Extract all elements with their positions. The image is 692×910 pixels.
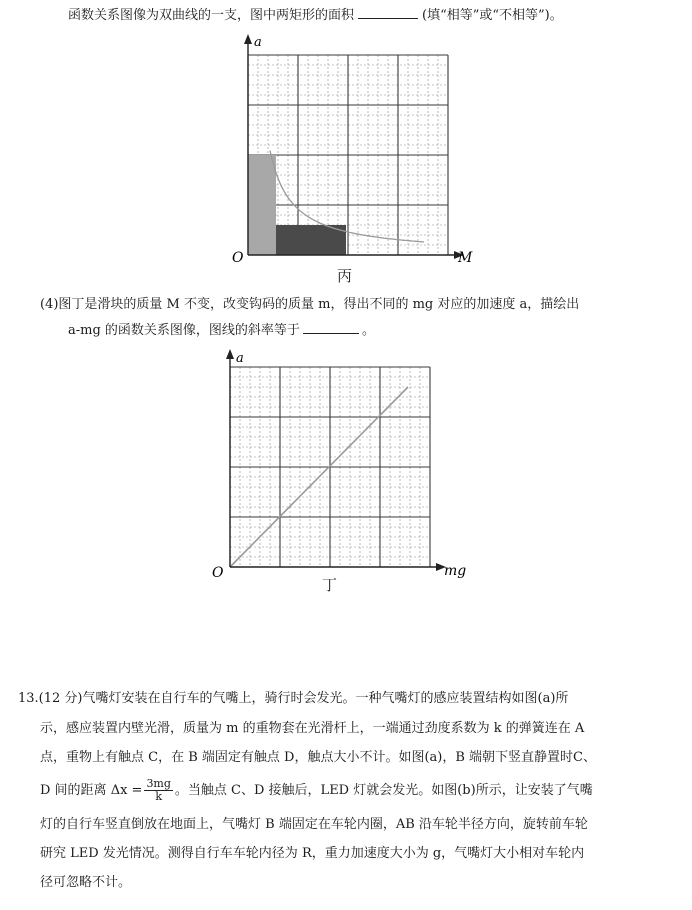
line1-suffix: (填“相等”或“不相等”)。 <box>422 8 563 23</box>
answer-blank-2[interactable] <box>303 321 359 334</box>
y-axis-arrow-icon <box>244 34 252 44</box>
q4-line2-suffix: 。 <box>361 323 375 338</box>
q13-line-1: 13.(12 分)气嘴灯安装在自行车的气嘴上，骑行时会发光。一种气嘴灯的感应装置结构如图(a)所 <box>18 691 569 706</box>
answer-blank-1[interactable] <box>358 6 418 19</box>
q13-line4-suffix: 。当触点 C、D 接触后，LED 灯就会发光。如图(b)所示，让安装了气嘴 <box>174 783 593 798</box>
q13-line-4 <box>40 778 593 803</box>
q13-line-5: 灯的自行车竖直倒放在地面上，气嘴灯 B 端固定在车轮内圈，AB 沿车轮半径方向，旋转前车轮 <box>40 817 588 832</box>
y-axis-arrow-icon <box>226 349 234 359</box>
graph-ding-caption: 丁 <box>322 576 338 594</box>
q13-line4-text: D 间的距离 Δx = <box>40 783 143 798</box>
graph-bing-caption: 丙 <box>337 267 353 285</box>
q13-line-2: 示，感应装置内壁光滑，质量为 m 的重物套在光滑杆上，一端通过劲度系数为 k 的弹簧连在 A <box>40 721 585 736</box>
fraction-numerator: 3mg <box>146 777 171 790</box>
graph-ding-origin-label: O <box>212 565 224 580</box>
q13-line-6: 研究 LED 发光情况。测得自行车车轮内径为 R，重力加速度大小为 g，气嘴灯大小相对车轮内 <box>40 846 585 861</box>
fraction-3mg-over-k <box>144 778 172 803</box>
q4-line-1: (4)图丁是滑块的质量 M 不变，改变钩码的质量 m，得出不同的 mg 对应的加速度 a，描绘出 <box>40 297 580 312</box>
graph-ding-y-label: a <box>236 351 244 366</box>
area-rectangle-left <box>248 155 276 255</box>
q13-line-7: 径可忽略不计。 <box>40 875 132 890</box>
line1-text: 函数关系图像为双曲线的一支，图中两矩形的面积 <box>68 8 355 23</box>
graph-bing <box>228 30 478 280</box>
q13-line-3: 点，重物上有触点 C，在 B 端固定有触点 D，触点大小不计。如图(a)，B 端朝下竖直静置时C、 <box>40 750 596 765</box>
fill-in-line-1 <box>68 6 563 25</box>
graph-ding <box>208 345 478 580</box>
linear-fit-line <box>230 387 408 567</box>
fraction-denominator: k <box>155 790 163 803</box>
graph-bing-x-label: M <box>458 250 473 266</box>
q4-line2-text: a-mg 的函数关系图像，图线的斜率等于 <box>68 323 300 338</box>
area-rectangle-bottom <box>276 225 346 255</box>
q4-line-2 <box>68 321 375 340</box>
graph-bing-origin-label: O <box>232 250 244 266</box>
graph-bing-y-label: a <box>254 35 262 50</box>
graph-ding-x-label: mg <box>444 563 467 579</box>
